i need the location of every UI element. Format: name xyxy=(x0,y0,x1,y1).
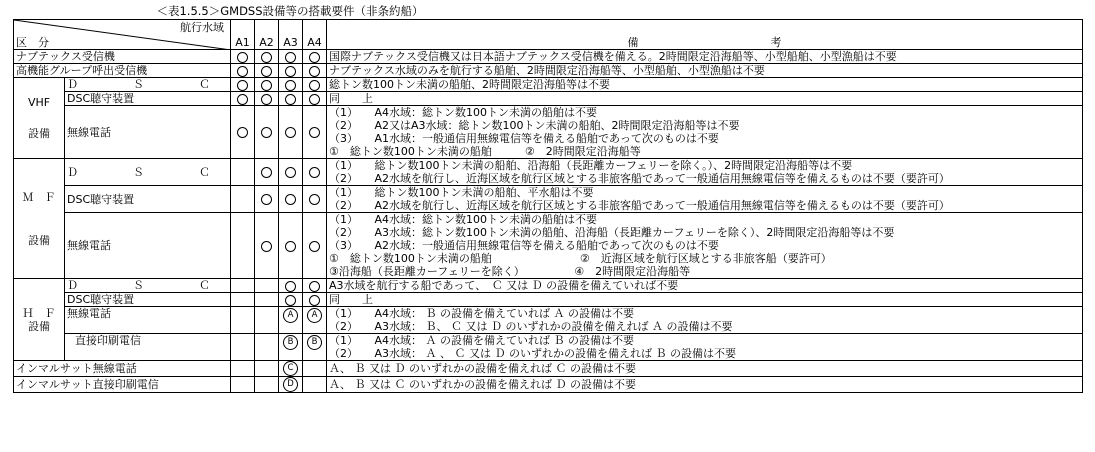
required-mark xyxy=(237,52,248,63)
required-mark xyxy=(261,167,272,178)
required-mark xyxy=(285,194,296,205)
alt-mark-d: D xyxy=(283,377,298,392)
table-caption: ＜表1.5.5＞GMDSS設備等の搭載要件（非条約船） xyxy=(156,4,424,18)
row-remark xyxy=(327,334,1083,361)
required-mark xyxy=(237,94,248,105)
header-category: 区 分 xyxy=(16,36,49,49)
header-a3: A3 xyxy=(279,20,303,50)
row-remark: ナブテックス水域のみを航行する船舶、2時間限定沿海船等、小型船舶、小型漁船は不要 xyxy=(327,64,1083,78)
table-row xyxy=(14,106,1083,159)
required-mark xyxy=(261,94,272,105)
header-corner xyxy=(14,20,231,50)
required-mark xyxy=(285,295,296,306)
required-mark xyxy=(261,241,272,252)
row-label: DSC聴守装置 xyxy=(65,186,231,213)
remark-line: （2） A3水域： Ａ 、 Ｃ 又は Ｄ のいずれかの設備を備えれば Ｂ の設備は不要 xyxy=(329,347,736,360)
required-mark xyxy=(261,194,272,205)
required-mark xyxy=(309,127,320,138)
table-row xyxy=(14,92,1083,106)
row-remark: Ａ、 Ｂ 又は Ｃ のいずれかの設備を備えれば Ｄ の設備は不要 xyxy=(327,377,1083,393)
remark-line: （1） 総トン数100トン未満の船舶、平水船は不要 xyxy=(329,186,594,199)
table-row xyxy=(14,64,1083,78)
group-vhf-line2: 設備 xyxy=(28,127,50,140)
row-remark xyxy=(327,159,1083,186)
required-mark xyxy=(309,281,320,292)
remark-line: （1） 総トン数100トン未満の船舶、沿海船（長距離カーフェリーを除く。）、2時間限定沿海船等は不要 xyxy=(329,159,853,172)
row-label: Ｄ Ｓ Ｃ xyxy=(65,279,231,293)
remark-line: （1） A4水域： Ｂ の設備を備えていれば Ａ の設備は不要 xyxy=(329,307,635,320)
row-label: Ｄ Ｓ Ｃ xyxy=(65,159,231,186)
group-hf-line2: 設備 xyxy=(28,319,50,333)
alt-mark-a: A xyxy=(283,308,298,323)
required-mark xyxy=(237,66,248,77)
row-label: インマルサット無線電話 xyxy=(14,361,231,377)
required-mark xyxy=(261,66,272,77)
required-mark xyxy=(285,66,296,77)
required-mark xyxy=(237,127,248,138)
row-remark xyxy=(327,186,1083,213)
remark-line: ① 総トン数100トン未満の船舶 ② 近海区域を航行区域とする非旅客船（要許可） xyxy=(329,252,832,265)
required-mark xyxy=(309,167,320,178)
required-mark xyxy=(309,241,320,252)
table-row xyxy=(14,78,1083,92)
table-row xyxy=(14,159,1083,186)
gmdss-requirements-table xyxy=(13,19,1083,393)
table-row xyxy=(14,377,1083,393)
required-mark xyxy=(309,80,320,91)
required-mark xyxy=(309,66,320,77)
row-label xyxy=(65,307,231,334)
required-mark xyxy=(285,94,296,105)
required-mark xyxy=(309,52,320,63)
table-row xyxy=(14,293,1083,307)
required-mark xyxy=(285,167,296,178)
header-a2: A2 xyxy=(255,20,279,50)
remark-line: ③沿海船（長距離カーフェリーを除く） ④ 2時間限定沿海船等 xyxy=(329,265,691,278)
remark-line: （3） A1水域：一般通信用無線電信等を備える船舶であって次のものは不要 xyxy=(329,132,719,145)
table-row xyxy=(14,213,1083,279)
row-label: ナブテックス受信機 xyxy=(14,50,231,64)
row-remark: Ａ、 Ｂ 又は Ｄ のいずれかの設備を備えれば Ｃ の設備は不要 xyxy=(327,361,1083,377)
row-remark: 同 上 xyxy=(327,293,1083,307)
row-label-text: 直接印刷電信 xyxy=(75,334,141,347)
group-hf-line1: Ｈ Ｆ xyxy=(22,306,56,320)
row-label xyxy=(65,334,231,361)
required-mark xyxy=(309,295,320,306)
required-mark xyxy=(285,241,296,252)
required-mark xyxy=(309,194,320,205)
row-remark: 同 上 xyxy=(327,92,1083,106)
required-mark xyxy=(261,80,272,91)
row-label: DSC聴守装置 xyxy=(65,92,231,106)
required-mark xyxy=(285,80,296,91)
row-remark xyxy=(327,213,1083,279)
row-label: 無線電話 xyxy=(65,106,231,159)
header-a4: A4 xyxy=(303,20,327,50)
required-mark xyxy=(237,80,248,91)
header-water-area: 航行水域 xyxy=(180,21,224,34)
required-mark xyxy=(261,127,272,138)
remark-line: （2） A3水域： Ｂ、 Ｃ 又は Ｄ のいずれかの設備を備えれば Ａ の設備は不要 xyxy=(329,320,733,333)
remark-line: （2） A2水域を航行し、近海区域を航行区域とする非旅客船であって一般通信用無線電信等を備えるものは不要（要許可） xyxy=(329,172,950,185)
group-mf xyxy=(14,159,65,279)
table-row xyxy=(14,186,1083,213)
group-vhf xyxy=(14,78,65,159)
row-label: 無線電話 xyxy=(65,213,231,279)
row-remark xyxy=(327,106,1083,159)
header-a1: A1 xyxy=(231,20,255,50)
group-hf xyxy=(14,279,65,361)
row-remark: 国際ナブテックス受信機又は日本語ナブテックス受信機を備える。2時間限定沿海船等、小型船舶、小型漁船は不要 xyxy=(327,50,1083,64)
table-row xyxy=(14,361,1083,377)
remark-line: ① 総トン数100トン未満の船舶 ② 2時間限定沿海船等 xyxy=(329,145,641,158)
remark-line: （1） A4水域： Ａ の設備を備えていれば Ｂ の設備は不要 xyxy=(329,334,635,347)
required-mark xyxy=(309,94,320,105)
required-mark xyxy=(285,281,296,292)
remark-line: （3） A2水域：一般通信用無線電信等を備える船舶であって次のものは不要 xyxy=(329,239,719,252)
table-row xyxy=(14,334,1083,361)
row-label: Ｄ Ｓ Ｃ xyxy=(65,78,231,92)
row-label-text: 無線電話 xyxy=(67,307,111,320)
row-remark: 総トン数100トン未満の船舶、2時間限定沿海船等は不要 xyxy=(327,78,1083,92)
group-vhf-line1: VHF xyxy=(27,96,51,109)
remark-line: （2） A2又はA3水域：総トン数100トン未満の船舶、2時間限定沿海船等は不要 xyxy=(329,119,740,132)
remark-line: （1） A4水域：総トン数100トン未満の船舶は不要 xyxy=(329,213,598,226)
alt-mark-a: A xyxy=(307,308,322,323)
row-label: 高機能グループ呼出受信機 xyxy=(14,64,231,78)
row-label: DSC聴守装置 xyxy=(65,293,231,307)
header-remarks: 備 考 xyxy=(327,20,1083,50)
alt-mark-b: B xyxy=(307,335,322,350)
alt-mark-b: B xyxy=(283,335,298,350)
table-row xyxy=(14,307,1083,334)
remark-line: （2） A3水域：総トン数100トン未満の船舶、沿海船（長距離カーフェリーを除く）、2時間限定沿海船等は不要 xyxy=(329,226,895,239)
required-mark xyxy=(285,127,296,138)
table-row xyxy=(14,279,1083,293)
required-mark xyxy=(261,52,272,63)
remark-line: （1） A4水域：総トン数100トン未満の船舶は不要 xyxy=(329,106,598,119)
table-row xyxy=(14,50,1083,64)
group-mf-line1: Ｍ Ｆ xyxy=(22,190,56,204)
row-remark xyxy=(327,307,1083,334)
row-label: インマルサット直接印刷電信 xyxy=(14,377,231,393)
alt-mark-c: C xyxy=(283,361,298,376)
group-mf-line2: 設備 xyxy=(28,233,50,247)
required-mark xyxy=(285,52,296,63)
remark-line: （2） A2水域を航行し、近海区域を航行区域とする非旅客船であって一般通信用無線電信等を備えるものは不要（要許可） xyxy=(329,199,950,212)
row-remark: A3水域を航行する船であって、 Ｃ 又は Ｄ の設備を備えていれば不要 xyxy=(327,279,1083,293)
